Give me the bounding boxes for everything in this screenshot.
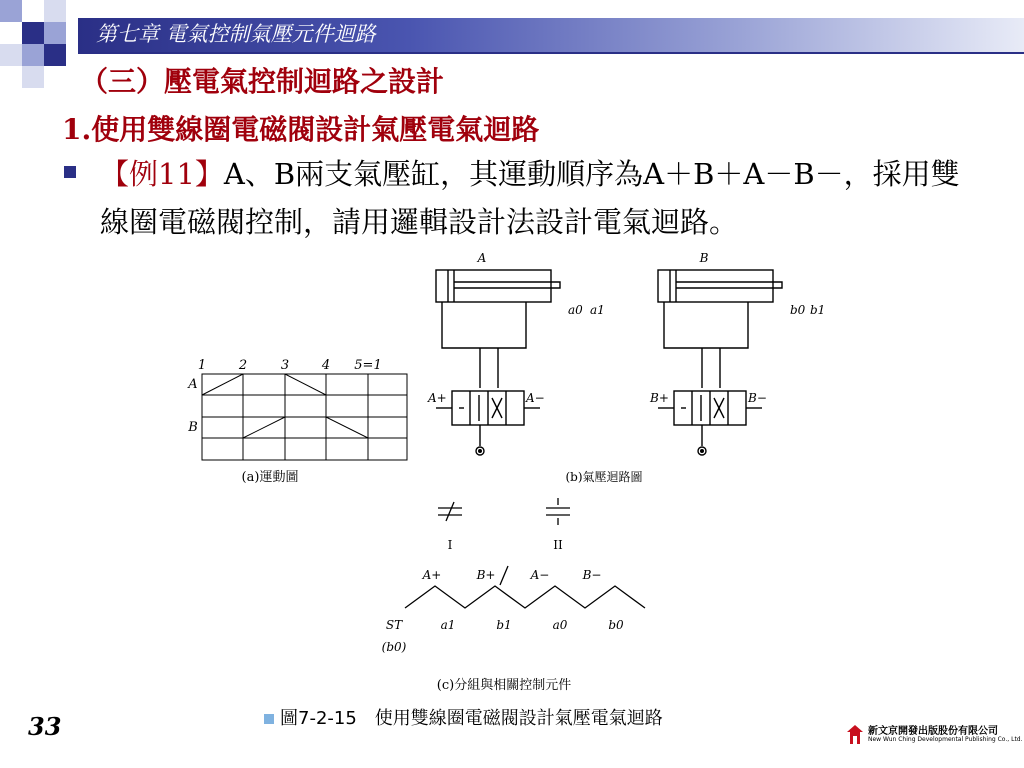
step-label-4: 4 [321,358,331,373]
grouping-diagram [382,498,645,693]
subsection-heading: 1.使用雙線圈電磁閥設計氣壓電氣迴路 [62,113,540,146]
signal-a1: a1 [440,618,456,632]
chapter-title: 第七章 電氣控制氣壓元件迴路 [96,22,376,46]
action-b-plus: B+ [476,568,496,582]
cylinder-b [658,270,782,455]
signal-b1: b1 [496,618,512,632]
row-label-b: B [188,420,198,435]
sensor-a1: a1 [590,303,605,317]
corner-square-1 [0,0,22,22]
corner-square-3 [44,0,66,22]
group-1-label: I [447,538,453,552]
section-heading: （三）壓電氣控制迴路之設計 [80,65,445,98]
corner-square-5 [22,22,44,44]
signal-a0: a0 [552,618,568,632]
corner-square-6 [44,22,66,44]
figure-caption-text: 圖7-2-15 使用雙線圈電磁閥設計氣壓電氣迴路 [280,708,663,729]
cylinder-a-label: A [477,251,487,265]
sensor-b0: b0 [790,303,806,317]
publisher-icon [846,724,864,746]
step-label-2: 2 [238,358,248,373]
publisher-name-zh: 新文京開發出版股份有限公司 [868,726,998,737]
banner-underline [78,52,1024,54]
publisher-logo [846,722,1023,748]
corner-square-10 [22,66,44,88]
group-2-label: II [553,538,563,552]
example-tag: 【例11】 [100,157,224,191]
example-paragraph [100,150,970,246]
caption-c: (c)分組與相關控制元件 [436,678,572,693]
signal-st: ST [385,618,403,632]
corner-square-2 [22,0,44,22]
start-note: (b0) [381,640,407,654]
corner-square-7 [0,44,22,66]
cylinder-a [436,270,560,455]
action-a-plus: A+ [422,568,442,582]
valve-a-plus: A+ [428,391,447,405]
example-body: A、B兩支氣壓缸，其運動順序為A＋B＋A－B－，採用雙線圈電磁閥控制，請用邏輯設計法設計電氣迴路。 [100,157,960,239]
valve-b-plus: B+ [650,391,669,405]
corner-square-4 [0,22,22,44]
corner-square-9 [44,44,66,66]
row-label-a: A [188,377,198,392]
signal-b0: b0 [608,618,624,632]
action-b-minus: B− [582,568,602,582]
caption-b: (b)氣壓迴路圖 [565,470,643,484]
figure-caption [264,704,663,730]
cylinder-b-label: B [699,251,709,265]
caption-a: (a)運動圖 [241,470,299,485]
pneumatic-circuit [436,270,782,455]
motion-diagram [187,358,407,485]
publisher-name-en: New Wun Ching Developmental Publishing Co., Ltd. [868,736,1023,743]
sensor-a0: a0 [568,303,583,317]
valve-b-minus: B− [748,391,767,405]
step-label-5: 5=1 [354,358,382,373]
corner-square-8 [22,44,44,66]
sensor-b1: b1 [810,303,826,317]
bullet-square [64,166,76,178]
caption-square-icon [264,714,274,724]
step-label-3: 3 [280,358,290,373]
page-number: 33 [28,712,62,741]
valve-a-minus: A− [526,391,545,405]
action-a-minus: A− [530,568,550,582]
figure [180,248,826,698]
step-label-1: 1 [197,358,207,373]
